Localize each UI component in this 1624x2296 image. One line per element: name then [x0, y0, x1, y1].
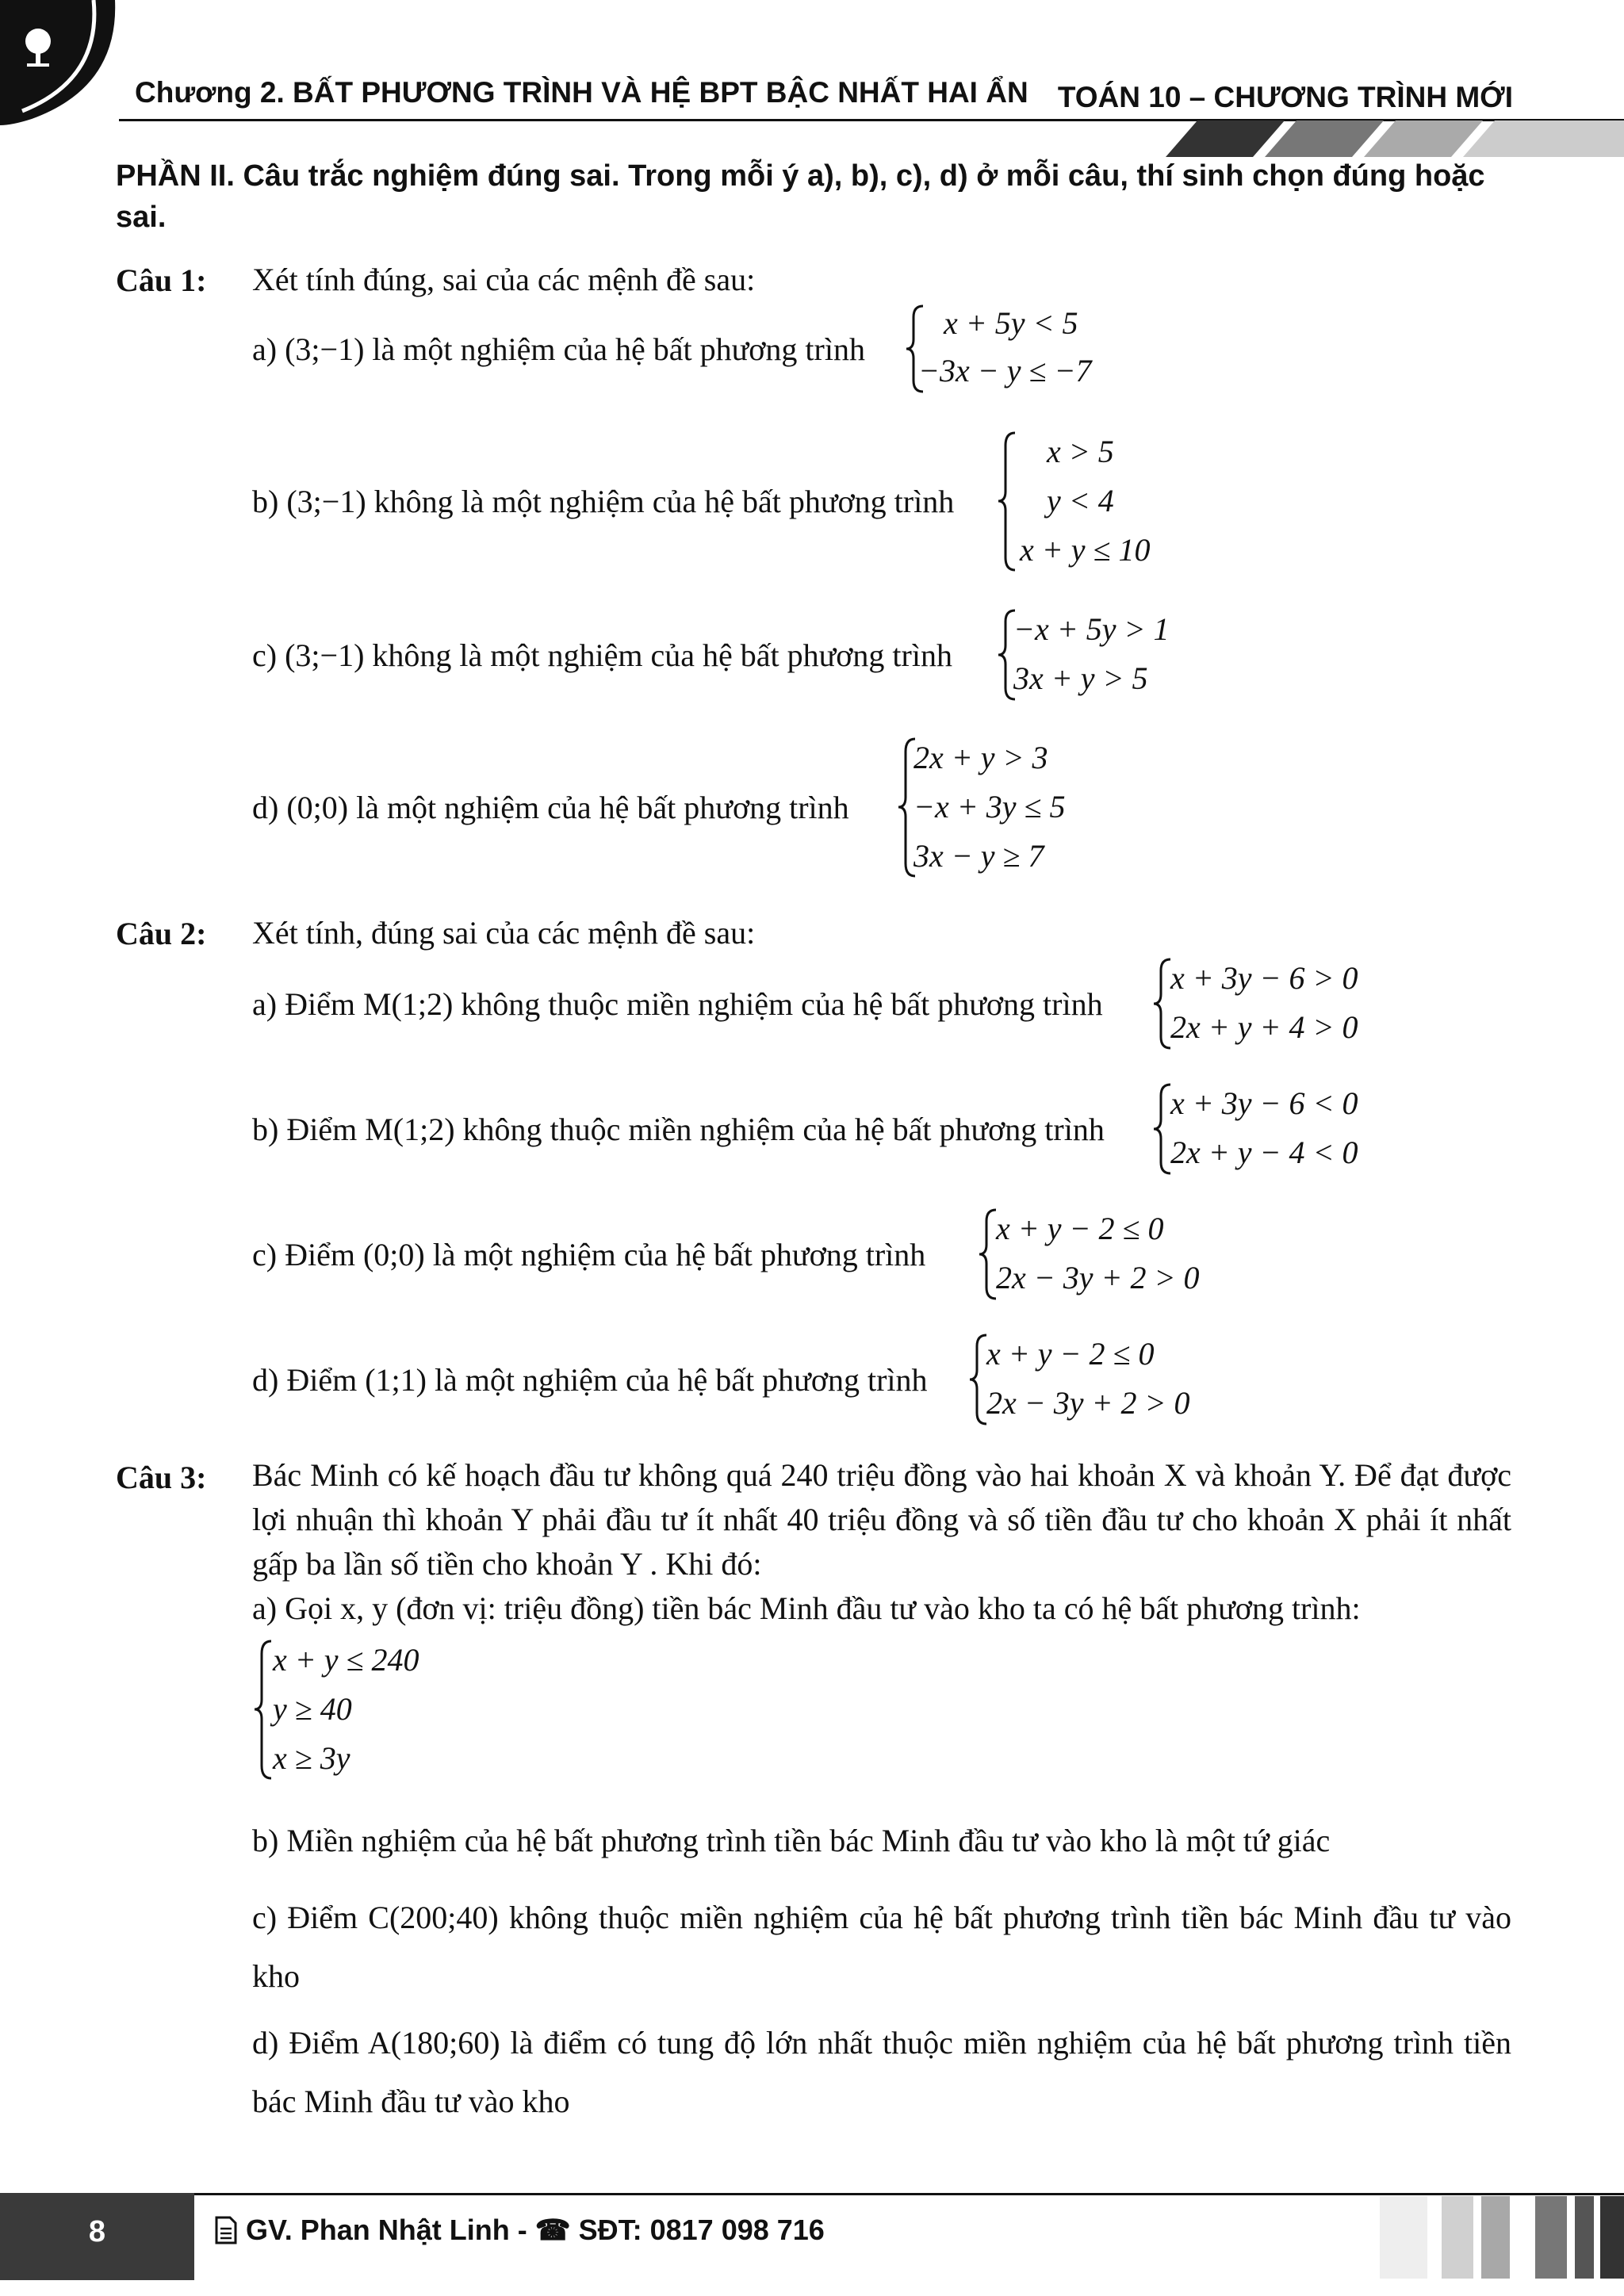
q1-a-system — [904, 301, 1110, 396]
q3-a-ineq-1: x + y ≤ 240 — [273, 1642, 419, 1678]
q3-a-system — [252, 1636, 490, 1783]
chapter-title: Chương 2. BẤT PHƯƠNG TRÌNH VÀ HỆ BPT BẬC NHẤT HAI ẨN — [135, 76, 1028, 109]
question-2-label: Câu 2: — [116, 916, 207, 951]
page-number: 8 — [88, 2215, 106, 2248]
q1-d-ineq-2: −x + 3y ≤ 5 — [914, 789, 1066, 825]
q2-a-text: a) Điểm M(1;2) không thuộc miền nghiệm của hệ bất phương trình — [252, 986, 1103, 1022]
question-1-label: Câu 1: — [116, 262, 207, 298]
footer-rule — [0, 2193, 1624, 2195]
corner-logo — [0, 0, 127, 127]
q2-b-ineq-1: x + 3y − 6 < 0 — [1170, 1085, 1358, 1121]
author-name: GV. Phan Nhật Linh — [246, 2214, 510, 2246]
footer-stripes — [1380, 2196, 1624, 2279]
q1-c-system — [996, 606, 1202, 705]
q3-a-ineq-2: y ≥ 40 — [273, 1691, 352, 1727]
q2-d-system — [967, 1330, 1205, 1429]
q3-b-text: b) Miền nghiệm của hệ bất phương trình tiền bác Minh đầu tư vào kho là một tứ giác — [252, 1823, 1331, 1858]
q1-b-system — [996, 428, 1186, 575]
q1-c-ineq-1: −x + 5y > 1 — [1013, 611, 1170, 647]
phone-icon: ☎ — [534, 2214, 571, 2246]
footer-credit — [214, 2214, 825, 2247]
question-3-label: Câu 3: — [116, 1460, 207, 1495]
q2-b-text: b) Điểm M(1;2) không thuộc miền nghiệm của hệ bất phương trình — [252, 1112, 1105, 1147]
q2-c-system — [977, 1205, 1215, 1304]
q1-c-ineq-2: 3x + y > 5 — [1013, 660, 1148, 696]
q2-c-ineq-1: x + y − 2 ≤ 0 — [996, 1211, 1164, 1246]
q1-d-ineq-1: 2x + y > 3 — [914, 740, 1048, 775]
course-title: TOÁN 10 – CHƯƠNG TRÌNH MỚI — [1057, 81, 1513, 113]
q3-c-text: c) Điểm C(200;40) không thuộc miền nghiệm của hệ bất phương trình tiền bác Minh đầu tư vào kho — [252, 1900, 1511, 1994]
q3-a-ineq-3: x ≥ 3y — [273, 1740, 350, 1776]
q2-a-ineq-1: x + 3y − 6 > 0 — [1170, 960, 1358, 996]
q2-c-ineq-2: 2x − 3y + 2 > 0 — [996, 1260, 1200, 1295]
question-3-intro: Bác Minh có kế hoạch đầu tư không quá 240 triệu đồng vào hai khoản X và khoản Y. Để đạt được lợi nhuận thì khoản Y phải đầu tư ít nhất 40 triệu đồng và số tiền đầu tư cho khoản X phải ít nhất gấp ba lần số tiền cho khoản Y . Khi đó: — [252, 1457, 1511, 1582]
q2-a-ineq-2: 2x + y + 4 > 0 — [1170, 1009, 1358, 1045]
q1-a-ineq-1: x + 5y < 5 — [944, 305, 1078, 341]
question-1-intro: Xét tính đúng, sai của các mệnh đề sau: — [252, 262, 756, 297]
q1-a-text: a) (3;−1) là một nghiệm của hệ bất phương trình — [252, 331, 865, 367]
q1-d-text: d) (0;0) là một nghiệm của hệ bất phương trình — [252, 790, 849, 825]
document-icon — [214, 2216, 238, 2244]
q2-c-text: c) Điểm (0;0) là một nghiệm của hệ bất phương trình — [252, 1237, 926, 1272]
q1-b-ineq-1: x > 5 — [1047, 434, 1114, 469]
q1-d-system — [896, 734, 1102, 881]
q3-a-text: a) Gọi x, y (đơn vị: triệu đồng) tiền bác Minh đầu tư vào kho ta có hệ bất phương trình: — [252, 1590, 1361, 1626]
q1-b-ineq-3: x + y ≤ 10 — [1020, 532, 1151, 568]
header-stripes — [1166, 121, 1624, 157]
q1-c-text: c) (3;−1) không là một nghiệm của hệ bất phương trình — [252, 637, 952, 673]
part-title: PHẦN II. Câu trắc nghiệm đúng sai. Trong mỗi ý a), b), c), d) ở mỗi câu, thí sinh chọn đúng hoặc sai. — [116, 159, 1485, 234]
q2-d-text: d) Điểm (1;1) là một nghiệm của hệ bất phương trình — [252, 1362, 928, 1398]
q3-d-text: d) Điểm A(180;60) là điểm có tung độ lớn nhất thuộc miền nghiệm của hệ bất phương trình tiền bác Minh đầu tư vào kho — [252, 2025, 1511, 2119]
q2-b-ineq-2: 2x + y − 4 < 0 — [1170, 1135, 1358, 1170]
footer-separator: - — [517, 2214, 527, 2246]
q1-b-ineq-2: y < 4 — [1047, 483, 1114, 519]
q1-a-ineq-2: −3x − y ≤ −7 — [918, 353, 1092, 388]
phone-number: SĐT: 0817 098 716 — [578, 2214, 825, 2246]
q2-d-ineq-2: 2x − 3y + 2 > 0 — [986, 1385, 1190, 1421]
q2-a-system — [1151, 955, 1389, 1054]
q1-d-ineq-3: 3x − y ≥ 7 — [914, 838, 1044, 874]
q2-b-system — [1151, 1080, 1389, 1179]
q2-d-ineq-1: x + y − 2 ≤ 0 — [986, 1336, 1155, 1372]
question-2-intro: Xét tính, đúng sai của các mệnh đề sau: — [252, 915, 756, 951]
q1-b-text: b) (3;−1) không là một nghiệm của hệ bất phương trình — [252, 484, 955, 519]
